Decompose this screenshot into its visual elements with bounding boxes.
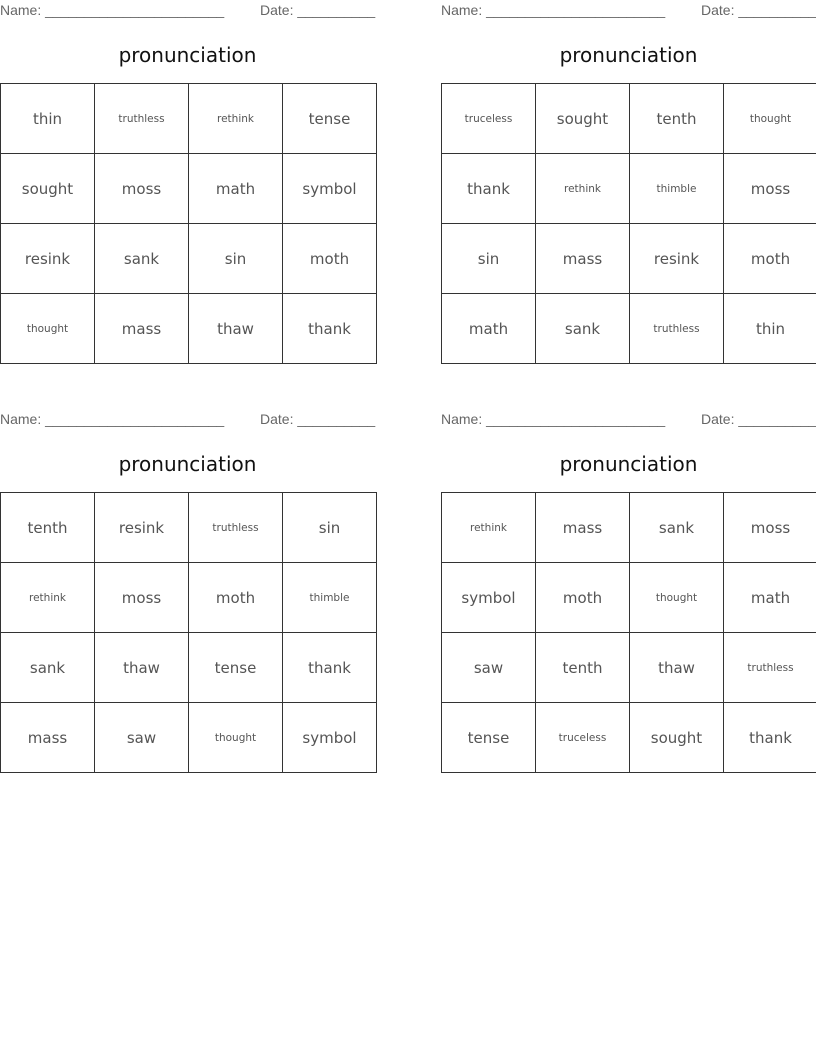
grid-cell: sank	[630, 493, 724, 563]
bingo-grid	[0, 492, 377, 773]
grid-cell: truthless	[95, 84, 189, 154]
card-title: pronunciation	[118, 43, 257, 67]
grid-cell: math	[442, 294, 536, 364]
grid-cell: moss	[95, 154, 189, 224]
grid-cell: symbol	[283, 703, 377, 773]
grid-cell: saw	[95, 703, 189, 773]
grid-row	[442, 493, 816, 563]
grid-row	[442, 84, 816, 154]
grid-cell: thimble	[283, 563, 377, 633]
grid-cell: mass	[536, 493, 630, 563]
grid-cell: symbol	[283, 154, 377, 224]
card-title: pronunciation	[559, 43, 698, 67]
grid-cell: mass	[1, 703, 95, 773]
date-field: Date: __________	[701, 2, 816, 18]
grid-cell: thought	[724, 84, 816, 154]
bingo-grid	[441, 492, 816, 773]
grid-cell: math	[724, 563, 816, 633]
name-field: Name: _______________________	[441, 411, 666, 427]
grid-cell: thaw	[95, 633, 189, 703]
grid-cell: tenth	[630, 84, 724, 154]
grid-row	[442, 154, 816, 224]
grid-cell: tense	[283, 84, 377, 154]
grid-cell: thank	[283, 633, 377, 703]
name-field: Name: _______________________	[441, 2, 666, 18]
grid-cell: sin	[283, 493, 377, 563]
grid-cell: moss	[724, 154, 816, 224]
grid-cell: truceless	[442, 84, 536, 154]
grid-cell: moth	[189, 563, 283, 633]
grid-cell: saw	[442, 633, 536, 703]
grid-cell: mass	[536, 224, 630, 294]
grid-cell: rethink	[442, 493, 536, 563]
grid-cell: thought	[1, 294, 95, 364]
grid-cell: sin	[189, 224, 283, 294]
grid-cell: rethink	[1, 563, 95, 633]
grid-cell: thought	[630, 563, 724, 633]
grid-cell: thank	[724, 703, 816, 773]
grid-cell: resink	[630, 224, 724, 294]
card-title: pronunciation	[559, 452, 698, 476]
grid-row	[1, 294, 377, 364]
bingo-card-2	[441, 0, 816, 365]
grid-cell: tenth	[536, 633, 630, 703]
grid-cell: tenth	[1, 493, 95, 563]
grid-cell: moss	[95, 563, 189, 633]
grid-cell: resink	[1, 224, 95, 294]
grid-cell: truthless	[630, 294, 724, 364]
grid-cell: truthless	[189, 493, 283, 563]
grid-cell: rethink	[536, 154, 630, 224]
grid-cell: thin	[724, 294, 816, 364]
grid-row	[442, 224, 816, 294]
grid-row	[1, 703, 377, 773]
bingo-card-3	[0, 409, 375, 774]
grid-cell: math	[189, 154, 283, 224]
date-field: Date: __________	[260, 411, 376, 427]
grid-cell: tense	[189, 633, 283, 703]
grid-cell: thaw	[189, 294, 283, 364]
date-field: Date: __________	[260, 2, 376, 18]
grid-cell: thin	[1, 84, 95, 154]
grid-cell: sank	[95, 224, 189, 294]
grid-cell: thank	[283, 294, 377, 364]
grid-row	[1, 493, 377, 563]
grid-cell: symbol	[442, 563, 536, 633]
grid-row	[1, 84, 377, 154]
grid-cell: thought	[189, 703, 283, 773]
grid-cell: truthless	[724, 633, 816, 703]
grid-cell: moth	[283, 224, 377, 294]
name-field: Name: _______________________	[0, 2, 225, 18]
grid-row	[1, 154, 377, 224]
grid-cell: truceless	[536, 703, 630, 773]
grid-row	[442, 563, 816, 633]
grid-cell: resink	[95, 493, 189, 563]
name-field: Name: _______________________	[0, 411, 225, 427]
bingo-grid	[0, 83, 377, 364]
bingo-grid	[441, 83, 816, 364]
grid-cell: sin	[442, 224, 536, 294]
grid-cell: sank	[536, 294, 630, 364]
grid-row	[442, 703, 816, 773]
date-field: Date: __________	[701, 411, 816, 427]
grid-cell: sought	[1, 154, 95, 224]
grid-row	[442, 294, 816, 364]
bingo-card-4	[441, 409, 816, 774]
grid-row	[1, 224, 377, 294]
bingo-card-1	[0, 0, 375, 365]
grid-cell: moss	[724, 493, 816, 563]
grid-cell: sank	[1, 633, 95, 703]
grid-cell: moth	[536, 563, 630, 633]
grid-cell: sought	[536, 84, 630, 154]
card-title: pronunciation	[118, 452, 257, 476]
grid-cell: moth	[724, 224, 816, 294]
grid-row	[442, 633, 816, 703]
grid-cell: thaw	[630, 633, 724, 703]
grid-cell: mass	[95, 294, 189, 364]
grid-row	[1, 563, 377, 633]
grid-cell: thank	[442, 154, 536, 224]
grid-cell: tense	[442, 703, 536, 773]
grid-cell: thimble	[630, 154, 724, 224]
grid-row	[1, 633, 377, 703]
grid-cell: rethink	[189, 84, 283, 154]
grid-cell: sought	[630, 703, 724, 773]
